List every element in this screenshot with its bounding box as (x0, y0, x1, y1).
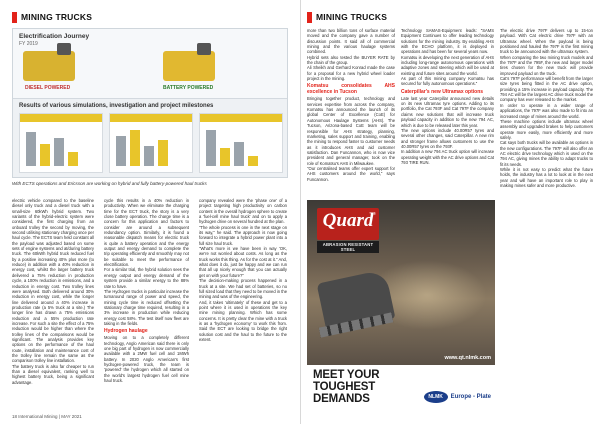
subheading: Hydrogen haulage (104, 328, 148, 335)
article-column-2 (401, 28, 494, 196)
advertisement[interactable] (307, 200, 495, 411)
paragraph: The decision-making process happened in a truck at a site. We had set of batteries, so no full sized load that they need to be moved in the mining and was of the engineering. (199, 278, 287, 300)
nlmk-logo-icon: NLMK (424, 391, 448, 403)
figure-results-title: Results of various simulations, investigation and project milestones (19, 103, 214, 109)
section-header (12, 11, 300, 23)
nlmk-brand (424, 391, 491, 403)
results-panel (19, 113, 103, 173)
excavator-bucket-photo (307, 200, 495, 365)
paragraph: Late last year Caterpillar announced new details on its new Ultramax tyre options. Adding to its portfolio, the Cat 793F and Cat 797F the company claims new solutions that will increase truck payload capacity in addition to the new 794 AC, which is due to be released later this year. (401, 95, 494, 128)
quard-logo: Quard ® (317, 208, 379, 240)
paragraph: "Our centralised teams offer expert support for AHS customers around the world," says Funcannon. (307, 165, 395, 182)
page-footer: 18 International Mining | MAY 2021 (12, 414, 82, 419)
paragraph: While it is not easy to predict what the future holds, the industry has a lot to look at in the next year and will have an important role to play in making mines safer and more productive. (500, 166, 593, 188)
quard-brand: Quard (322, 210, 374, 231)
quard-tagline: ABRASION RESISTANT STEEL (317, 241, 379, 253)
paragraph: Bringing together product, technology and services expertise from across the company, Komatsu has announced the launch of its global Center of Excellence (CoE) for Autonomous Haulage Systems (AHS). The Tucson, Arizona-based CoE team will be responsible for AHS strategy, planning, marketing, sales support and training, enabling the mining to respond faster to customer needs as it introduces AHS and aid customer satisfaction. Dan Funcannon, who is now vice president and general manager, took on the role of Komatsu's AHS in Milwaukee. (307, 96, 395, 166)
results-panel (109, 113, 193, 173)
paragraph: electric vehicle compared to the baseline diesel only truck and a diesel truck with a small-size 60kWh hybrid system. Two variants of the hybrid-electric system were considered, the first charging from an onboard trolley the second by moving, the second utilising stationary charging once per haul cycle. The ECTS team held constant all the payload was adjusted based on some sets of engine systems and at/during battery truck. The 60kWh hybrid truck reduced fuel by a positive increasing 40% plus more (to reduce) in addition with a 40% reduction in energy cost, whilst the larger battery truck delivered a 75% reduction in production cycle, a 100% reduction in emissions, and a reduction in energy cost. Two trolley lines were analysed. Both delivered around 30% reduction in energy cost, while the longer line delivered around a 40% increase in production rate (a 5% truck at a site.) The longer line has drawn a 75% emissions reduction and a 55% production rate increase. For such a site the effect of a 75% reduction would be higher than where the trolley lines of the comparisons would be significant. The analysis provides key options on the performance of the haul route, installation and maintenance cost of the trolley line remain the same as the comparison trolley line installation. (12, 198, 94, 364)
paragraph: And, it takes 'ultimately' of these and get to a point where it is used in operations the key mine mining planning. Which has some concerns. It is pretty clear the mine with a truck is as a 'hydrogen economy' to work this from. Said the ECT are looking to bridge the right solution cost and the haul to the future to the extent. (199, 299, 287, 342)
paragraph: Moving on to a completely different technology, Anglo American said there is only one big part of hydrogen is now commercially available with a 2MW fuel cell and 1MWh battery. In 2020 Anglo American's first hydrogen-powered truck, the team is 'powered' the hydrogen which all started on the world's largest hydrogen fuel cell mine haul truck. (104, 335, 189, 383)
subheading: Komatsu consolidates AHS excellence in Tucson (307, 83, 395, 96)
paragraph: As part of this mining company Komatsu has secured for fully autonomous operations." (401, 76, 494, 87)
article-column-1 (307, 28, 395, 196)
paragraph: Komatsu is developing the next generation of AHS including long-range autonomous operations with adaptive zones and steering which will be used at existing and future sites around the world. (401, 54, 494, 76)
paragraph: Cat says both trucks will be available as options in the new configurations. The 797F will also offer an AC electric drive technology which is used on the 794 AC, giving mines the ability to adapt trucks to fit its needs. (500, 140, 593, 167)
section-title: MINING TRUCKS (21, 12, 93, 22)
paragraph: In addition a new 794 AC truck option will increase operating weight with the AC drive options and Cat 793 TIRE RUN. (401, 149, 494, 165)
paragraph: These machine options include ultramax wheel assembly and upgraded brakes to help customers operate more easily, more efficiently and more safely. (500, 118, 593, 140)
paragraph: The Hydrogen trucks in particular increase the turnaround range of power and speed, the mining cycle time is reduced offsetting the stationary charge time required, resulting in a 3% increase in production while reducing energy cost 58%. The test itself now fleet are taking in the fields. (104, 288, 189, 326)
figure-subtitle: FY 2019 (19, 41, 38, 47)
battery-truck-image (163, 51, 215, 81)
paragraph: In order to operate in a wider range of applications, the 797F was also made to fit into an increased range of mines around the world. (500, 102, 593, 119)
article-column-2 (104, 198, 189, 410)
article-figure (12, 28, 288, 178)
ad-headline: MEET YOUR TOUGHEST DEMANDS (313, 369, 380, 405)
paragraph: When comparing the two mining truck models and the 797F and the 795F, the new and larger model tires chosen for the new truck will provide improved payload on the truck. (500, 54, 593, 76)
results-panel (199, 113, 283, 173)
paragraph: Cat's 797F performance will benefit from the larger size tyres being fitted in the AC drive option, providing a 15% increase in payload capacity. The 794 AC will be the largest AC drive truck model the company has ever released to the market. (500, 76, 593, 103)
paragraph: more than two billion tons of surface material moved and the company gave a number of discussion points. It said all of commercial mining and the various haulage systems combined. (307, 28, 395, 55)
figure-results-panels (19, 113, 283, 173)
nlmk-division: Europe - Plate (450, 394, 491, 400)
ad-footer (307, 365, 495, 411)
paragraph: cycle this results in a 40% reduction in productivity. When we eliminate the charging time for the ECT truck, the story is a very close battery operation. The charge time is a concern for this application and factors to consider are around a subsequent redundancy option. Similarly, it is found a reasonable dispatch means for electric truck is quite a battery operation and the energy output and energy demand to complete the trip operating efficiently and smoothly may not be suitable to meet the performance of electrification. (104, 198, 189, 268)
paragraph: "What's more is we have been in way 'OK, we're not worried about costs. As long as the truck works this thing. As for the cost at it." And, what does it do, just be happy and we can run that all up nicely enough that you can actually get on with your future?" (199, 246, 287, 278)
right-page (300, 0, 600, 424)
paragraph: The new options include 40.00R57 tyres and several other changes, said Caterpillar. A new rim and stronger frame allows customers to use the 40.00R57 tyres on the 793F. (401, 127, 494, 149)
section-title: MINING TRUCKS (316, 12, 388, 22)
section-header (307, 11, 600, 23)
article-column-3 (199, 198, 287, 410)
paragraph: The battery truck is also far cheaper to run than a diesel equivalent, ranking well to highest battery truck, being a significant advantage. (12, 363, 94, 385)
header-bar (12, 12, 17, 23)
paragraph: For a similar trial, the hybrid solution sees the energy output and energy demand of the system provide a similar energy to the 88% rate to have. (104, 267, 189, 289)
figure-caption: With ECTS operations and Ericsson are working on hybrid and fully battery-powered haul trucks (12, 181, 207, 186)
article-column-1 (12, 198, 94, 410)
paragraph: Technology SAMAS-Equipment leads: "SAMS Equipment Continues to offer leading technology solutions for the mining industry. By enabling AHS with the ECHO platform, it is deployed in operations and has been for several years now. (401, 28, 494, 55)
diesel-label: DIESEL POWERED (25, 85, 71, 91)
article-column-3 (500, 28, 593, 411)
figure-top-panel (13, 29, 287, 99)
paragraph: The electric drive 797F delivers up to 15-ton payload. With Cat electric drive 797F with an Ultramax wheel. When the payload is being positioned and hauled the 797F is the first mining truck to be announced with the ultramax system. (500, 28, 593, 55)
paragraph: Hybrid sets also tested the BUYER RATE by the chain of the group. (307, 54, 395, 66)
paragraph: Ali Sheikh and Gerhard Konrad made the case for a proposal for a new hybrid wheel loader project in the mining. (307, 65, 395, 82)
header-bar (307, 12, 312, 23)
diesel-truck-image (23, 51, 75, 81)
ad-url-link[interactable]: www.qt.nlmk.com (444, 355, 491, 361)
figure-title: Electrification Journey (19, 33, 90, 40)
battery-label: BATTERY POWERED (163, 85, 214, 91)
paragraph: company revealed were the 'phase one' of a project targeting high productivity on carbon content in the overall hydrogen sphere to create a 'fuel-cell mine haul truck' and on to apply a hydrogen drive on several hundred at the plan. (199, 198, 287, 225)
paragraph: "The whole process is one in the next stage on its way," he said. The approach is now going forward to integrate a hybrid power plant into a full size haul truck. (199, 224, 287, 246)
subheading: Caterpillar's new Ultramax options (401, 88, 484, 95)
